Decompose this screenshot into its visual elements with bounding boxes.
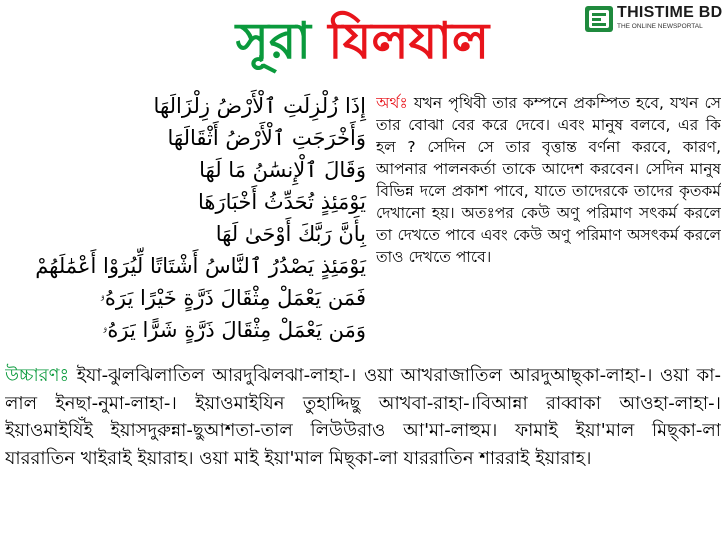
arabic-verse-2: وَأَخْرَجَتِ ٱلْأَرْضُ أَثْقَالَهَا — [167, 126, 366, 150]
meaning-label: অর্থঃ — [376, 94, 408, 112]
pronunciation-paragraph — [5, 362, 721, 537]
newspaper-icon — [585, 6, 613, 32]
title-surah-name: যিলযাল — [328, 12, 490, 70]
meaning-text: যখন পৃথিবী তার কম্পনে প্রকম্পিত হবে, যখন সে তার বোঝা বের করে দেবে। এবং মানুষ বলবে, এর কি হল ? সেদিন সে তার বৃত্তান্ত বর্ণনা করবে, কারণ, আপনার পালনকর্তা তাকে আদেশ করবেন। সেদিন মানুষ বিভিন্ন দলে প্রকাশ পাবে, যাতে তাদেরকে তাদের কৃতকর্ম দেখানো হয়। অতঃপর কেউ অণু পরিমাণ সৎকর্ম করলে তা দেখতে পাবে এবং কেউ অণু পরিমাণ অসৎকর্ম করলে তাও দেখতে পাবে। — [376, 94, 721, 266]
pronunciation-text: ইযা-ঝুলঝিলাতিল আরদুঝিলঝা-লাহা-। ওয়া আখরাজাতিল আরদুআছ্কা-লাহা-। ওয়া কা-লাল ইনছা-নুমা-লাহা-। ইয়াওমাইযিন তুহাদ্দিছু আখবা-রাহা-।বিআন্না রাব্বাকা আওহা-লাহা-। ইয়াওমাইযিঁই ইয়াসদুরুন্না-ছুআশতা-তাল লিউউরাও আ'মা-লাহুম। ফামাই ইয়া'মাল মিছ্কা-লা যাররাতিন খাইরাই ইয়ারাহ। ওয়া মাই ইয়া'মাল মিছ্কা-লা যাররাতিন শাররাই ইয়ারাহ। — [5, 365, 721, 469]
site-logo — [585, 4, 721, 38]
arabic-verse-7: فَمَن يَعْمَلْ مِثْقَالَ ذَرَّةٍ خَيْرًا يَرَهُۥ — [99, 286, 366, 310]
title-surah-word: সূরা — [235, 12, 311, 70]
pronunciation-label: উচ্চারণঃ — [5, 365, 70, 386]
arabic-verse-1: إِذَا زُلْزِلَتِ ٱلْأَرْضُ زِلْزَالَهَا — [153, 94, 366, 118]
arabic-verse-8: وَمَن يَعْمَلْ مِثْقَالَ ذَرَّةٍ شَرًّا يَرَهُۥ — [102, 318, 366, 342]
meaning-paragraph — [376, 92, 721, 356]
arabic-verse-5: بِأَنَّ رَبَّكَ أَوْحَىٰ لَهَا — [215, 222, 366, 246]
arabic-verse-6: يَوْمَئِذٍ يَصْدُرُ ٱلنَّاسُ أَشْتَاتًا لِّيُرَوْا أَعْمَٰلَهُمْ — [35, 254, 366, 278]
arabic-text-block — [8, 90, 366, 348]
arabic-verse-4: يَوْمَئِذٍ تُحَدِّثُ أَخْبَارَهَا — [197, 190, 366, 214]
logo-name: THISTIME BD — [617, 4, 723, 21]
logo-tagline: THE ONLINE NEWSPORTAL — [617, 23, 703, 30]
arabic-verse-3: وَقَالَ ٱلْإِنسَٰنُ مَا لَهَا — [199, 158, 366, 182]
